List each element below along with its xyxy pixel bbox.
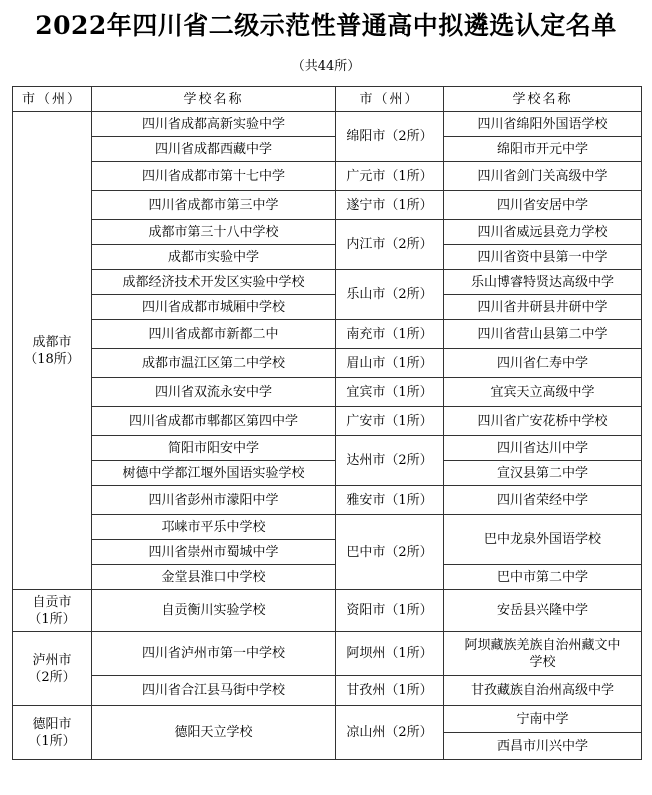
school-cell: 四川省仁寿中学 [444, 349, 642, 378]
city-cell: 乐山市（2所） [336, 270, 444, 320]
school-cell: 阿坝藏族羌族自治州藏文中学校 [444, 632, 642, 676]
group-city-name: 成都市 [32, 334, 72, 350]
school-cell: 四川省成都高新实验中学 [92, 112, 336, 137]
school-list-table [12, 86, 642, 760]
school-cell: 四川省成都市第十七中学 [92, 162, 336, 191]
school-cell: 四川省安居中学 [444, 191, 642, 220]
city-cell: 眉山市（1所） [336, 349, 444, 378]
group-city-name: 泸州市 [32, 652, 72, 668]
school-cell: 金堂县淮口中学校 [92, 565, 336, 590]
school-cell: 四川省合江县马街中学校 [92, 676, 336, 706]
school-cell: 绵阳市开元中学 [444, 137, 642, 162]
city-cell: 凉山州（2所） [336, 706, 444, 760]
city-group-chengdu [13, 112, 92, 590]
school-cell: 成都市实验中学 [92, 245, 336, 270]
school-cell: 四川省绵阳外国语学校 [444, 112, 642, 137]
table-row [13, 632, 642, 676]
school-cell: 四川省剑门关高级中学 [444, 162, 642, 191]
city-group-luzhou [13, 632, 92, 706]
school-cell: 四川省泸州市第一中学校 [92, 632, 336, 676]
table-row [13, 515, 642, 540]
table-row [13, 590, 642, 632]
table-row [13, 220, 642, 245]
school-cell: 宣汉县第二中学 [444, 461, 642, 486]
school-cell: 四川省威远县竞力学校 [444, 220, 642, 245]
school-cell: 成都市温江区第二中学校 [92, 349, 336, 378]
table-row [13, 706, 642, 733]
table-row [13, 461, 642, 486]
city-cell: 宜宾市（1所） [336, 378, 444, 407]
table-row [13, 112, 642, 137]
school-cell: 四川省彭州市濛阳中学 [92, 486, 336, 515]
table-row [13, 137, 642, 162]
city-cell: 甘孜州（1所） [336, 676, 444, 706]
school-cell: 四川省崇州市蜀城中学 [92, 540, 336, 565]
school-cell: 四川省资中县第一中学 [444, 245, 642, 270]
table-row [13, 676, 642, 706]
school-cell: 四川省双流永安中学 [92, 378, 336, 407]
header-city-right: 市（州） [336, 87, 444, 112]
school-cell: 成都市第三十八中学校 [92, 220, 336, 245]
school-cell: 宜宾天立高级中学 [444, 378, 642, 407]
city-cell: 遂宁市（1所） [336, 191, 444, 220]
school-cell: 自贡衡川实验学校 [92, 590, 336, 632]
group-city-count: （1所） [28, 611, 76, 627]
table-row [13, 320, 642, 349]
school-cell: 巴中市第二中学 [444, 565, 642, 590]
school-cell: 四川省营山县第二中学 [444, 320, 642, 349]
school-cell: 四川省广安花桥中学校 [444, 407, 642, 436]
header-school-left: 学校名称 [92, 87, 336, 112]
table-row [13, 245, 642, 270]
group-city-count: （2所） [28, 669, 76, 685]
city-group-zigong [13, 590, 92, 632]
school-cell: 四川省荣经中学 [444, 486, 642, 515]
school-cell: 巴中龙泉外国语学校 [444, 515, 642, 565]
school-cell: 安岳县兴隆中学 [444, 590, 642, 632]
city-cell: 南充市（1所） [336, 320, 444, 349]
group-city-count: （1所） [28, 733, 76, 749]
table-row [13, 378, 642, 407]
group-city-name: 自贡市 [32, 594, 72, 610]
table-row [13, 162, 642, 191]
school-cell: 四川省达川中学 [444, 436, 642, 461]
city-cell: 绵阳市（2所） [336, 112, 444, 162]
table-header-row [13, 87, 642, 112]
city-group-deyang [13, 706, 92, 760]
page-subtitle: （共44所） [291, 59, 361, 74]
school-cell: 甘孜藏族自治州高级中学 [444, 676, 642, 706]
city-cell: 阿坝州（1所） [336, 632, 444, 676]
school-cell: 乐山博睿特贤达高级中学 [444, 270, 642, 295]
table-row [13, 565, 642, 590]
school-cell: 四川省成都市城厢中学校 [92, 295, 336, 320]
school-cell: 宁南中学 [444, 706, 642, 733]
city-cell: 广安市（1所） [336, 407, 444, 436]
city-cell: 达州市（2所） [336, 436, 444, 486]
header-school-right: 学校名称 [444, 87, 642, 112]
school-cell: 四川省成都市新都二中 [92, 320, 336, 349]
group-city-name: 德阳市 [32, 716, 72, 732]
school-cell: 树德中学都江堰外国语实验学校 [92, 461, 336, 486]
group-city-count: （18所） [24, 351, 80, 367]
city-cell: 雅安市（1所） [336, 486, 444, 515]
city-cell: 资阳市（1所） [336, 590, 444, 632]
table-row [13, 295, 642, 320]
school-cell: 简阳市阳安中学 [92, 436, 336, 461]
school-cell: 四川省井研县井研中学 [444, 295, 642, 320]
table-row [13, 486, 642, 515]
school-cell: 德阳天立学校 [92, 706, 336, 760]
school-cell: 四川省成都市郫都区第四中学 [92, 407, 336, 436]
city-cell: 内江市（2所） [336, 220, 444, 270]
school-cell: 四川省成都市第三中学 [92, 191, 336, 220]
header-city-left: 市（州） [13, 87, 92, 112]
school-cell: 四川省成都西藏中学 [92, 137, 336, 162]
table-row [13, 349, 642, 378]
table-row [13, 191, 642, 220]
school-cell: 成都经济技术开发区实验中学校 [92, 270, 336, 295]
city-cell: 广元市（1所） [336, 162, 444, 191]
table-row [13, 407, 642, 436]
table-row [13, 270, 642, 295]
page-title: 2022年四川省二级示范性普通高中拟遴选认定名单 [35, 11, 617, 40]
school-cell: 西昌市川兴中学 [444, 733, 642, 760]
city-cell: 巴中市（2所） [336, 515, 444, 590]
school-cell: 邛崃市平乐中学校 [92, 515, 336, 540]
table-row [13, 436, 642, 461]
